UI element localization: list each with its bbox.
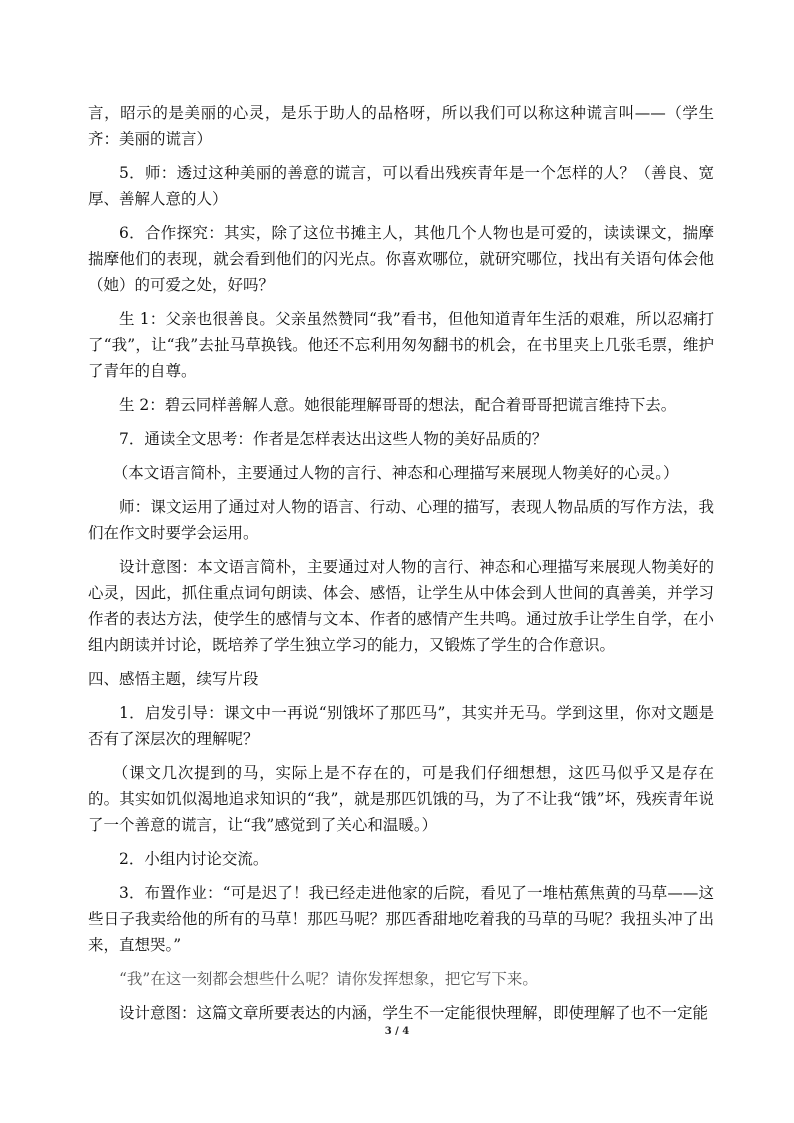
paragraph-student-1: 生 1：父亲也很善良。父亲虽然赞同“我”看书，但他知道青年生活的艰难，所以忍痛打了“我”，让“我”去扯马草换钱。他还不忘利用匆匆翻书的机会，在书里夹上几张毛票，维护了青年的自尊。 xyxy=(88,310,714,380)
paragraph-answer-7: （本文语言简朴，主要通过人物的言行、神态和心理描写来展现人物美好的心灵。） xyxy=(112,464,679,482)
paragraph-question-5: 5．师：透过这种美丽的善意的谎言，可以看出残疾青年是一个怎样的人？（善良、宽厚、善解人意的人） xyxy=(88,164,714,208)
paragraph-question-7: 7．通读全文思考：作者是怎样表达出这些人物的美好品质的？ xyxy=(119,430,548,448)
page-number: 3 / 4 xyxy=(384,1026,410,1037)
paragraph-design-intent-2: 设计意图：这篇文章所要表达的内涵，学生不一定能很快理解，即使理解了也不一定能 xyxy=(119,1004,709,1022)
document-body xyxy=(88,100,714,1034)
paragraph-student-2: 生 2：碧云同样善解人意。她很能理解哥哥的想法，配合着哥哥把谎言维持下去。 xyxy=(119,396,677,414)
paragraph-homework: 3．布置作业：“可是迟了！我已经走进他家的后院，看见了一堆枯蕉焦黄的马草——这些日子我卖给他的所有的马草！那匹马呢？那匹香甜地吃着我的马草的马呢？我扭头冲了出来，直想哭。” xyxy=(88,884,714,954)
paragraph-homework-prompt: “我”在这一刻都会想些什么呢？请你发挥想象，把它写下来。 xyxy=(119,970,538,988)
section-heading-4: 四、感悟主题，续写片段 xyxy=(88,670,259,688)
paragraph-guide-1: 1．启发引导：课文中一再说“别饿坏了那匹马”，其实并无马。学到这里，你对文题是否有了深层次的理解呢？ xyxy=(88,704,714,748)
paragraph-question-6: 6．合作探究：其实，除了这位书摊主人，其他几个人物也是可爱的，读读课文，揣摩揣摩他们的表现，就会看到他们的闪光点。你喜欢哪位，就研究哪位，找出有关语句体会他（她）的可爱之处，好吗？ xyxy=(88,224,714,294)
paragraph-group-discussion: 2．小组内讨论交流。 xyxy=(119,850,269,868)
paragraph-teacher-note: 师：课文运用了通过对人物的语言、行动、心理的描写，表现人物品质的写作方法，我们在作文时要学会运用。 xyxy=(88,498,714,542)
paragraph-design-intent-1: 设计意图：本文语言简朴，主要通过对人物的言行、神态和心理描写来展现人物美好的心灵，因此，抓住重点词句朗读、体会、感悟，让学生从中体会到人世间的真善美，并学习作者的表达方法，使学生的感情与文本、作者的感情产生共鸣。通过放手让学生自学，在小组内朗读并讨论，既培养了学生独立学习的能力，又锻炼了学生的合作意识。 xyxy=(88,558,714,654)
paragraph-guide-answer: （课文几次提到的马，实际上是不存在的，可是我们仔细想想，这匹马似乎又是存在的。其实如饥似渴地追求知识的“我”，就是那匹饥饿的马，为了不让我“饿”坏，残疾青年说了一个善意的谎言，让“我”感觉到了关心和温暖。） xyxy=(88,764,714,834)
paragraph-continuation: 言，昭示的是美丽的心灵，是乐于助人的品格呀，所以我们可以称这种谎言叫——（学生齐：美丽的谎言） xyxy=(88,104,714,148)
